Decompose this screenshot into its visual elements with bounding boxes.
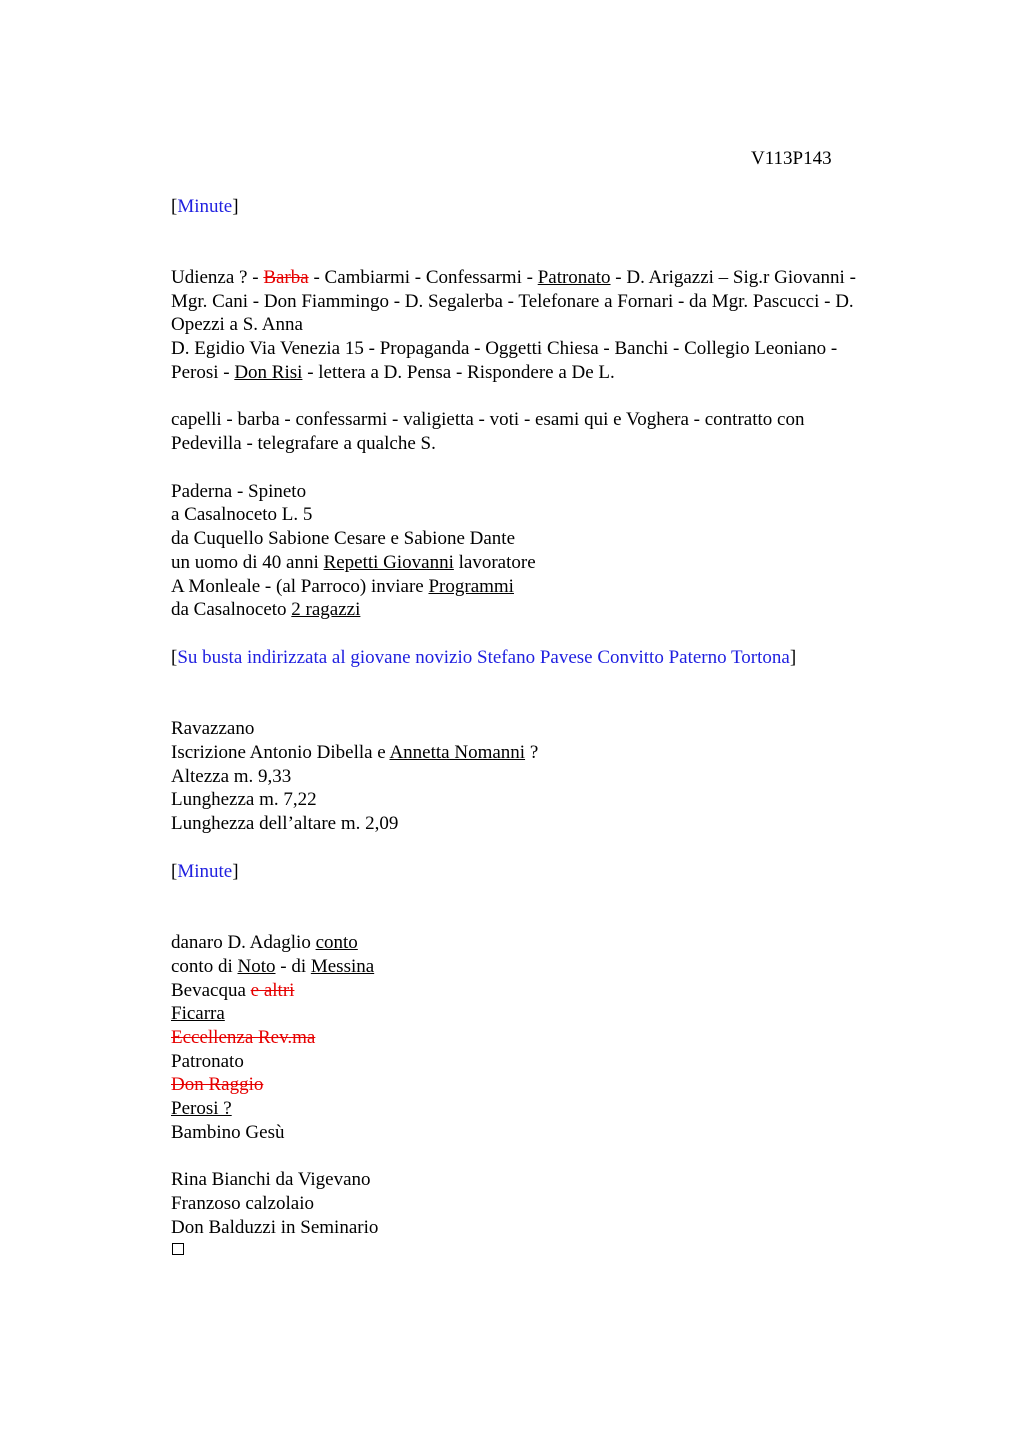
underlined-text: Repetti Giovanni — [323, 552, 454, 573]
text-span: un uomo di 40 anni — [171, 552, 324, 573]
underlined-text: Annetta Nomanni — [389, 742, 526, 763]
checkbox-glyph-icon — [172, 1243, 184, 1255]
text-span: conto di — [171, 956, 238, 977]
text-span: A Monleale - (al Parroco) inviare — [171, 576, 429, 597]
note-line — [171, 266, 856, 290]
text-span: - D. Arigazzi – Sig.r Giovanni - — [610, 267, 856, 288]
note-line: Lunghezza dell’altare m. 2,09 — [171, 813, 399, 834]
struck-text: Barba — [263, 267, 309, 288]
minute-heading-1: [Minute] — [171, 196, 239, 217]
note-line — [171, 741, 538, 765]
note-line — [171, 361, 615, 385]
envelope-note: [Su busta indirizzata al giovane novizio Stefano Pavese Convitto Paterno Tortona] — [171, 647, 797, 668]
note-line: a Casalnoceto L. 5 — [171, 504, 313, 525]
note-line: da Cuquello Sabione Cesare e Sabione Dante — [171, 528, 516, 549]
note-line — [171, 931, 358, 955]
text-span: - Cambiarmi - Confessarmi - — [308, 267, 538, 288]
note-line — [171, 598, 360, 622]
minute-label: Minute — [177, 861, 233, 882]
text-span: - di — [275, 956, 311, 977]
note-line — [171, 955, 374, 979]
note-line: Rina Bianchi da Vigevano — [171, 1169, 371, 1190]
minute-label: Minute — [177, 196, 233, 217]
note-line: Franzoso calzolaio — [171, 1193, 314, 1214]
underlined-text: Noto — [237, 956, 276, 977]
note-line: Mgr. Cani - Don Fiammingo - D. Segalerba - Telefonare a Fornari - da Mgr. Pascucci - D. — [171, 291, 854, 312]
text-span: lavoratore — [453, 552, 536, 573]
underlined-line: Perosi ? — [171, 1098, 232, 1119]
struck-line: Eccellenza Rev.ma — [171, 1027, 316, 1048]
underlined-text: 2 ragazzi — [291, 599, 361, 620]
text-span: Udienza ? - — [171, 267, 264, 288]
text-span: da Casalnoceto — [171, 599, 292, 620]
note-line: Paderna - Spineto — [171, 481, 307, 502]
note-line: D. Egidio Via Venezia 15 - Propaganda - Oggetti Chiesa - Banchi - Collegio Leoniano - — [171, 338, 838, 359]
text-span: - lettera a D. Pensa - Rispondere a De L. — [302, 362, 615, 383]
text-span: ? — [525, 742, 539, 763]
minute-heading-2: [Minute] — [171, 861, 239, 882]
note-line: Patronato — [171, 1051, 244, 1072]
note-line: Pedevilla - telegrafare a qualche S. — [171, 433, 436, 454]
envelope-note-text: Su busta indirizzata al giovane novizio Stefano Pavese Convitto Paterno Tortona — [177, 647, 790, 668]
struck-line: Don Raggio — [171, 1074, 264, 1095]
note-line: Ravazzano — [171, 718, 255, 739]
note-line: Lunghezza m. 7,22 — [171, 789, 317, 810]
text-span: Bevacqua — [171, 980, 251, 1001]
underlined-text: Patronato — [537, 267, 611, 288]
note-line — [171, 979, 294, 1003]
text-span: danaro D. Adaglio — [171, 932, 316, 953]
reference-code: V113P143 — [751, 148, 832, 169]
underlined-text: Programmi — [428, 576, 514, 597]
text-span: Perosi - — [171, 362, 235, 383]
note-line: Opezzi a S. Anna — [171, 314, 303, 335]
text-span: Iscrizione Antonio Dibella e — [171, 742, 390, 763]
note-line — [171, 575, 514, 599]
note-line: Altezza m. 9,33 — [171, 766, 292, 787]
note-line: Bambino Gesù — [171, 1122, 285, 1143]
underlined-text: Messina — [310, 956, 375, 977]
note-line: capelli - barba - confessarmi - valigietta - voti - esami qui e Voghera - contratto con — [171, 409, 805, 430]
underlined-text: Don Risi — [234, 362, 303, 383]
underlined-line: Ficarra — [171, 1003, 225, 1024]
note-line — [171, 551, 536, 575]
struck-text: e altri — [250, 980, 295, 1001]
underlined-text: conto — [315, 932, 358, 953]
note-line: Don Balduzzi in Seminario — [171, 1217, 379, 1238]
